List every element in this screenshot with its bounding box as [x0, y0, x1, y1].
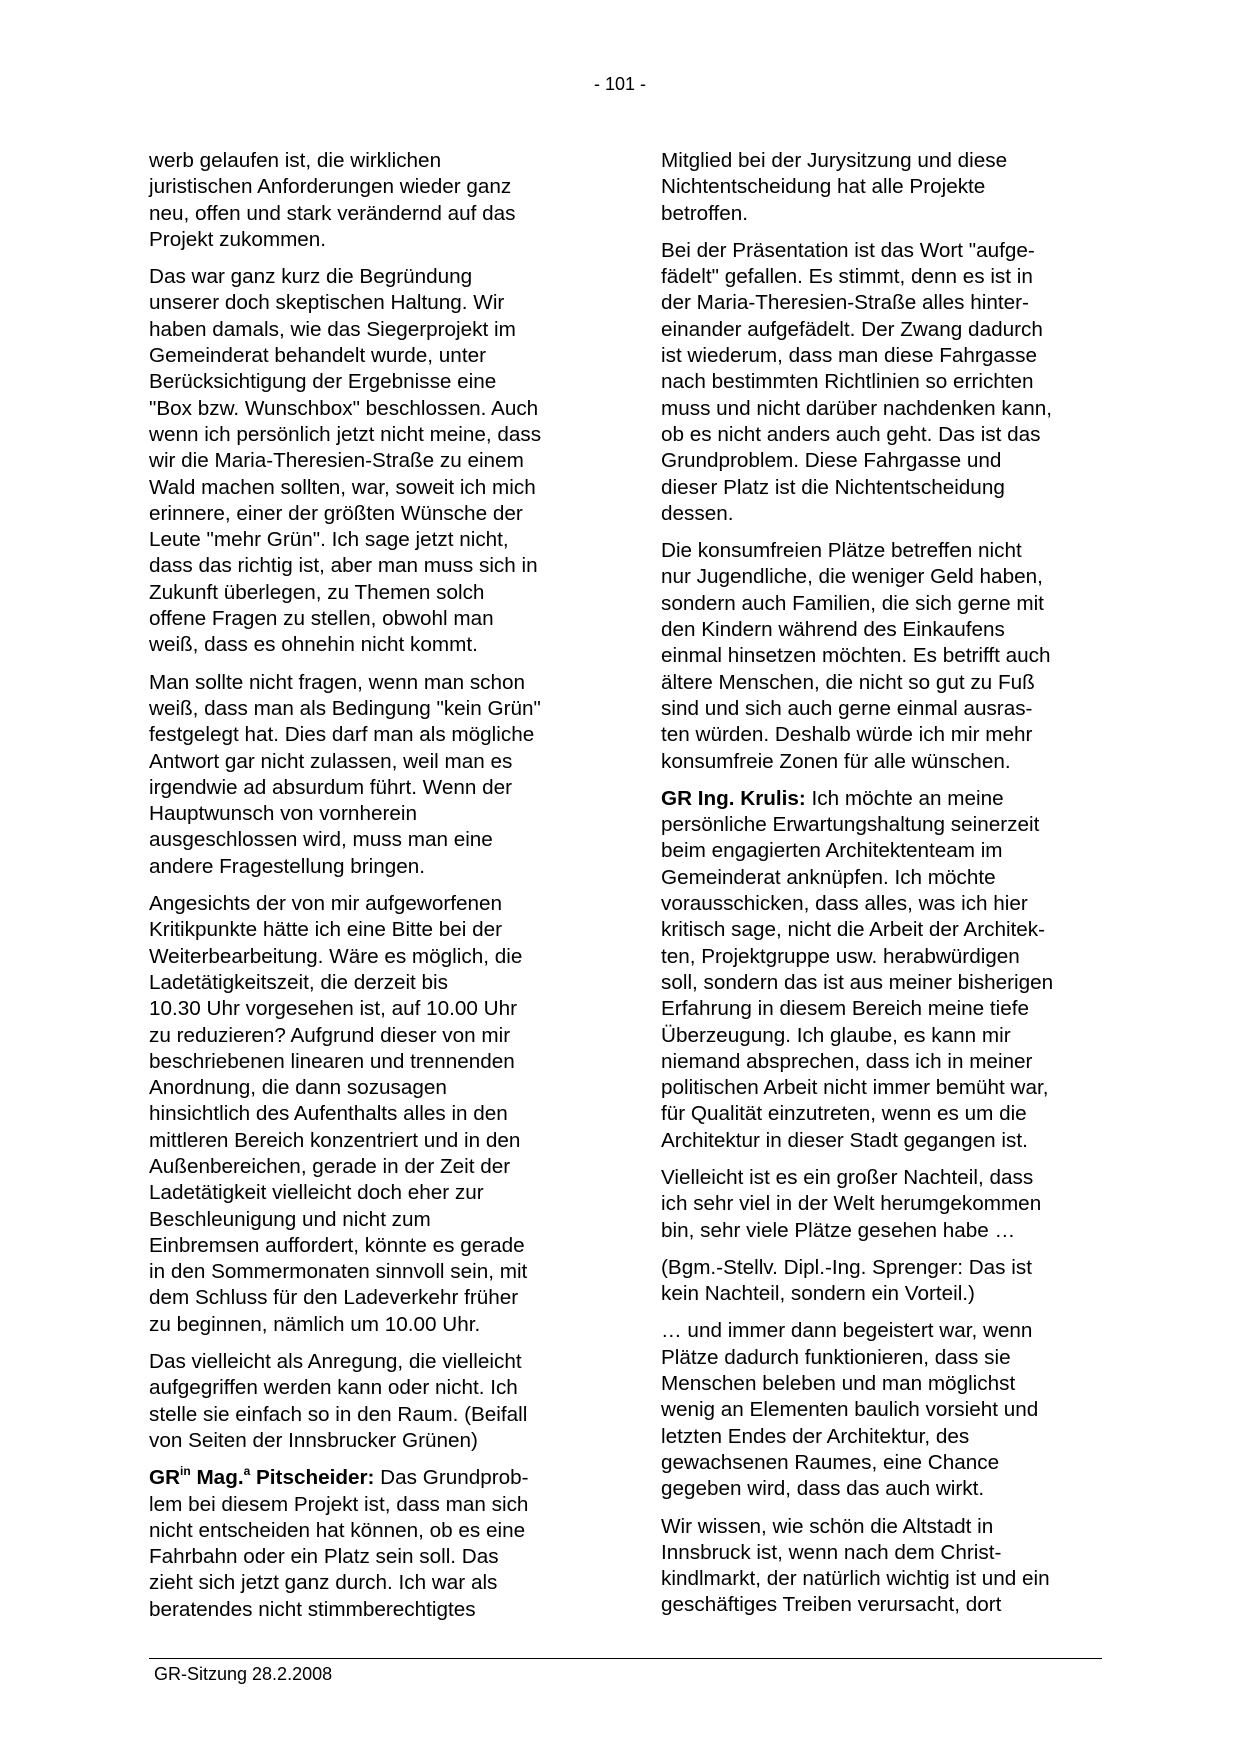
speaker-name	[149, 1466, 374, 1489]
paragraph-line: Man sollte nicht fragen, wenn man schon	[149, 670, 526, 694]
paragraph-line: zieht sich jetzt ganz durch. Ich war als	[149, 1571, 498, 1595]
speech-text: Das Grundprob-	[374, 1466, 529, 1490]
speaker-title-sup: in	[180, 1464, 191, 1479]
paragraph-line: zu beginnen, nämlich um 10.00 Uhr.	[149, 1312, 481, 1336]
paragraph-line: wir die Maria-Theresien-Straße zu einem	[149, 449, 524, 473]
paragraph-line: konsumfreie Zonen für alle wünschen.	[661, 749, 1011, 773]
paragraph-line: Menschen beleben und man möglichst	[661, 1372, 1016, 1396]
paragraph-line: sind und sich auch gerne einmal ausras-	[661, 696, 1033, 720]
right-paragraphs-bottom	[661, 1165, 1103, 1619]
paragraph-line: von Seiten der Innsbrucker Grünen)	[149, 1428, 478, 1452]
speaker-degree-sup: a	[243, 1464, 251, 1479]
speech-text: Ich möchte an meine	[805, 786, 1004, 810]
paragraph-line: Antwort gar nicht zulassen, weil man es	[149, 749, 513, 773]
paragraph-line: beim engagierten Architektenteam im	[661, 839, 1003, 863]
paragraph-line: Wald machen sollten, war, soweit ich mich	[149, 475, 536, 499]
paragraph-line: Die konsumfreien Plätze betreffen nicht	[661, 539, 1022, 563]
paragraph-line: geschäftiges Treiben verursacht, dort	[661, 1593, 1002, 1617]
paragraph-line: … und immer dann begeistert war, wenn	[661, 1319, 1033, 1343]
paragraph	[661, 1318, 1103, 1502]
right-column	[661, 148, 1103, 1630]
right-paragraphs-top	[661, 148, 1103, 775]
paragraph-line: politischen Arbeit nicht immer bemüht war,	[661, 1076, 1049, 1100]
paragraph-line: lem bei diesem Projekt ist, dass man sich	[149, 1492, 529, 1516]
paragraph-line	[661, 786, 1103, 812]
paragraph	[661, 1514, 1103, 1619]
paragraph-line: kindlmarkt, der natürlich wichtig ist und ein	[661, 1567, 1050, 1591]
paragraph-line: mittleren Bereich konzentriert und in den	[149, 1128, 521, 1152]
speech-lines	[661, 812, 1103, 1154]
paragraph-line: (Bgm.-Stellv. Dipl.-Ing. Sprenger: Das ist	[661, 1255, 1032, 1279]
paragraph-line: Kritikpunkte hätte ich eine Bitte bei der	[149, 918, 503, 942]
paragraph-line: Bei der Präsentation ist das Wort "aufge-	[661, 238, 1035, 262]
paragraph-line: gewachsenen Raumes, eine Chance	[661, 1450, 1000, 1474]
paragraph	[149, 891, 591, 1338]
speaker-degree: Mag.	[190, 1466, 244, 1490]
speaker-surname: Pitscheider:	[250, 1466, 375, 1490]
paragraph-line: weiß, dass es ohnehin nicht kommt.	[149, 633, 478, 657]
paragraph-line: Leute "mehr Grün". Ich sage jetzt nicht,	[149, 528, 509, 552]
paragraph-line: beratendes nicht stimmberechtigtes	[149, 1597, 476, 1621]
paragraph-line: kein Nachteil, sondern ein Vorteil.)	[661, 1282, 975, 1306]
paragraph	[661, 148, 1103, 227]
paragraph-line: Außenbereichen, gerade in der Zeit der	[149, 1154, 511, 1178]
paragraph-line: Das vielleicht als Anregung, die vielleicht	[149, 1350, 522, 1374]
paragraph-line: zu reduzieren? Aufgrund dieser von mir	[149, 1023, 511, 1047]
paragraph-line: sondern auch Familien, die sich gerne mit	[661, 591, 1044, 615]
paragraph-line: offene Fragen zu stellen, obwohl man	[149, 607, 494, 631]
paragraph-line: für Qualität einzutreten, wenn es um die	[661, 1102, 1027, 1126]
paragraph-line: niemand absprechen, dass ich in meiner	[661, 1049, 1033, 1073]
paragraph-line: werb gelaufen ist, die wirklichen	[149, 149, 442, 172]
paragraph	[149, 264, 591, 658]
paragraph	[661, 1255, 1103, 1308]
paragraph-line: gegeben wird, dass das auch wirkt.	[661, 1477, 985, 1501]
paragraph-line: weiß, dass man als Bedingung "kein Grün"	[149, 696, 541, 720]
paragraph-line: kritisch sage, nicht die Arbeit der Architek-	[661, 918, 1046, 942]
paragraph-line: neu, offen und stark verändernd auf das	[149, 201, 516, 225]
paragraph-line: Vielleicht ist es ein großer Nachteil, dass	[661, 1165, 1034, 1189]
footer-divider	[149, 1658, 1102, 1659]
paragraph-line: Überzeugung. Ich glaube, es kann mir	[661, 1023, 1011, 1047]
paragraph-line: dessen.	[661, 501, 734, 525]
paragraph	[149, 1349, 591, 1454]
paragraph-line: Weiterbearbeitung. Wäre es möglich, die	[149, 944, 523, 968]
paragraph-line: ten würden. Deshalb würde ich mir mehr	[661, 723, 1033, 747]
paragraph-line: Erfahrung in diesem Bereich meine tiefe	[661, 997, 1029, 1021]
paragraph-line: in den Sommermonaten sinnvoll sein, mit	[149, 1260, 528, 1284]
paragraph-line: dieser Platz ist die Nichtentscheidung	[661, 475, 1005, 499]
left-paragraphs	[149, 148, 591, 1454]
paragraph-line: beschriebenen linearen und trennenden	[149, 1049, 515, 1073]
footer-text: GR-Sitzung 28.2.2008	[154, 1664, 333, 1684]
paragraph-line: Wir wissen, wie schön die Altstadt in	[661, 1514, 994, 1538]
paragraph-line: festgelegt hat. Dies darf man als mögliche	[149, 723, 535, 747]
paragraph-line: soll, sondern das ist aus meiner bisherigen	[661, 970, 1054, 994]
paragraph-line: Berücksichtigung der Ergebnisse eine	[149, 370, 497, 394]
paragraph-line: Nichtentscheidung hat alle Projekte	[661, 175, 986, 199]
paragraph-line: dem Schluss für den Ladeverkehr früher	[149, 1286, 519, 1310]
paragraph-line: wenig an Elementen baulich vorsieht und	[661, 1398, 1039, 1422]
paragraph-line: Hauptwunsch von vornherein	[149, 802, 417, 826]
paragraph-line: bin, sehr viele Plätze gesehen habe …	[661, 1218, 1016, 1242]
paragraph-line: Innsbruck ist, wenn nach dem Christ-	[661, 1540, 1002, 1564]
speech-lines	[149, 1492, 591, 1623]
paragraph-line: Angesichts der von mir aufgeworfenen	[149, 892, 503, 916]
paragraph-line: "Box bzw. Wunschbox" beschlossen. Auch	[149, 396, 539, 420]
paragraph-line: vorausschicken, dass alles, was ich hier	[661, 892, 1028, 916]
paragraph-line: ausgeschlossen wird, muss man eine	[149, 828, 493, 852]
paragraph-line: nicht entscheiden hat können, ob es eine	[149, 1518, 526, 1542]
paragraph-line: hinsichtlich des Aufenthalts alles in den	[149, 1102, 508, 1126]
paragraph-line: Fahrbahn oder ein Platz sein soll. Das	[149, 1545, 499, 1569]
paragraph-line: dass das richtig ist, aber man muss sich in	[149, 554, 538, 578]
speaker-paragraph-pitscheider	[149, 1465, 591, 1623]
paragraph	[661, 1165, 1103, 1244]
paragraph-line: Beschleunigung und nicht zum	[149, 1207, 431, 1231]
paragraph-line: einmal hinsetzen möchten. Es betrifft auch	[661, 644, 1051, 668]
speaker-paragraph-krulis	[661, 786, 1103, 1154]
paragraph-line: nach bestimmten Richtlinien so errichten	[661, 370, 1034, 394]
paragraph-line: der Maria-Theresien-Straße alles hinter-	[661, 291, 1029, 315]
paragraph-line: Gemeinderat behandelt wurde, unter	[149, 344, 486, 368]
paragraph-line: erinnere, einer der größten Wünsche der	[149, 501, 523, 525]
paragraph-line: fädelt" gefallen. Es stimmt, denn es ist in	[661, 265, 1033, 289]
paragraph-line: Anordnung, die dann sozusagen	[149, 1076, 447, 1100]
paragraph-line: Architektur in dieser Stadt gegangen ist.	[661, 1128, 1028, 1152]
paragraph-line: aufgegriffen werden kann oder nicht. Ich	[149, 1376, 518, 1400]
paragraph-line: Einbremsen auffordert, könnte es gerade	[149, 1233, 525, 1257]
paragraph-line: ich sehr viel in der Welt herumgekommen	[661, 1192, 1042, 1216]
paragraph-line: haben damals, wie das Siegerprojekt im	[149, 317, 516, 341]
paragraph-line: betroffen.	[661, 201, 749, 225]
paragraph-line: nur Jugendliche, die weniger Geld haben,	[661, 565, 1043, 589]
paragraph-line: Gemeinderat anknüpfen. Ich möchte	[661, 865, 996, 889]
paragraph-line: Projekt zukommen.	[149, 227, 327, 251]
paragraph-line: Das war ganz kurz die Begründung	[149, 265, 473, 289]
paragraph-line: juristischen Anforderungen wieder ganz	[149, 175, 512, 199]
paragraph-line: Mitglied bei der Jurysitzung und diese	[661, 149, 1008, 172]
paragraph	[661, 538, 1103, 775]
speaker-name: GR Ing. Krulis:	[661, 786, 806, 810]
paragraph-line: Grundproblem. Diese Fahrgasse und	[661, 449, 1002, 473]
paragraph-line: unserer doch skeptischen Haltung. Wir	[149, 291, 505, 315]
paragraph-line: Ladetätigkeitszeit, die derzeit bis	[149, 970, 448, 994]
paragraph-line: persönliche Erwartungshaltung seinerzeit	[661, 813, 1040, 837]
paragraph-line: andere Fragestellung bringen.	[149, 854, 426, 878]
paragraph-line: ten, Projektgruppe usw. herabwürdigen	[661, 944, 1020, 968]
page-number: - 101 -	[593, 74, 647, 94]
left-column	[149, 148, 591, 1634]
speaker-title: GR	[149, 1466, 181, 1490]
paragraph-line: muss und nicht darüber nachdenken kann,	[661, 396, 1053, 420]
paragraph	[661, 238, 1103, 527]
paragraph-line: stelle sie einfach so in den Raum. (Beifall	[149, 1402, 528, 1426]
paragraph-line: letzten Endes der Architektur, des	[661, 1424, 970, 1448]
paragraph-line: 10.30 Uhr vorgesehen ist, auf 10.00 Uhr	[149, 997, 518, 1021]
paragraph-line: ob es nicht anders auch geht. Das ist das	[661, 422, 1041, 446]
paragraph-line: irgendwie ad absurdum führt. Wenn der	[149, 775, 513, 799]
paragraph-line: ältere Menschen, die nicht so gut zu Fuß	[661, 670, 1035, 694]
paragraph-line: Zukunft überlegen, zu Themen solch	[149, 580, 485, 604]
paragraph-line: wenn ich persönlich jetzt nicht meine, dass	[149, 422, 542, 446]
paragraph-line: einander aufgefädelt. Der Zwang dadurch	[661, 317, 1043, 341]
paragraph-line: Ladetätigkeit vielleicht doch eher zur	[149, 1181, 484, 1205]
paragraph-line: ist wiederum, dass man diese Fahrgasse	[661, 344, 1037, 368]
paragraph-line: den Kindern während des Einkaufens	[661, 618, 1005, 642]
paragraph	[149, 670, 591, 880]
paragraph-line	[149, 1465, 591, 1491]
paragraph	[149, 148, 591, 253]
paragraph-line: Plätze dadurch funktionieren, dass sie	[661, 1345, 1011, 1369]
